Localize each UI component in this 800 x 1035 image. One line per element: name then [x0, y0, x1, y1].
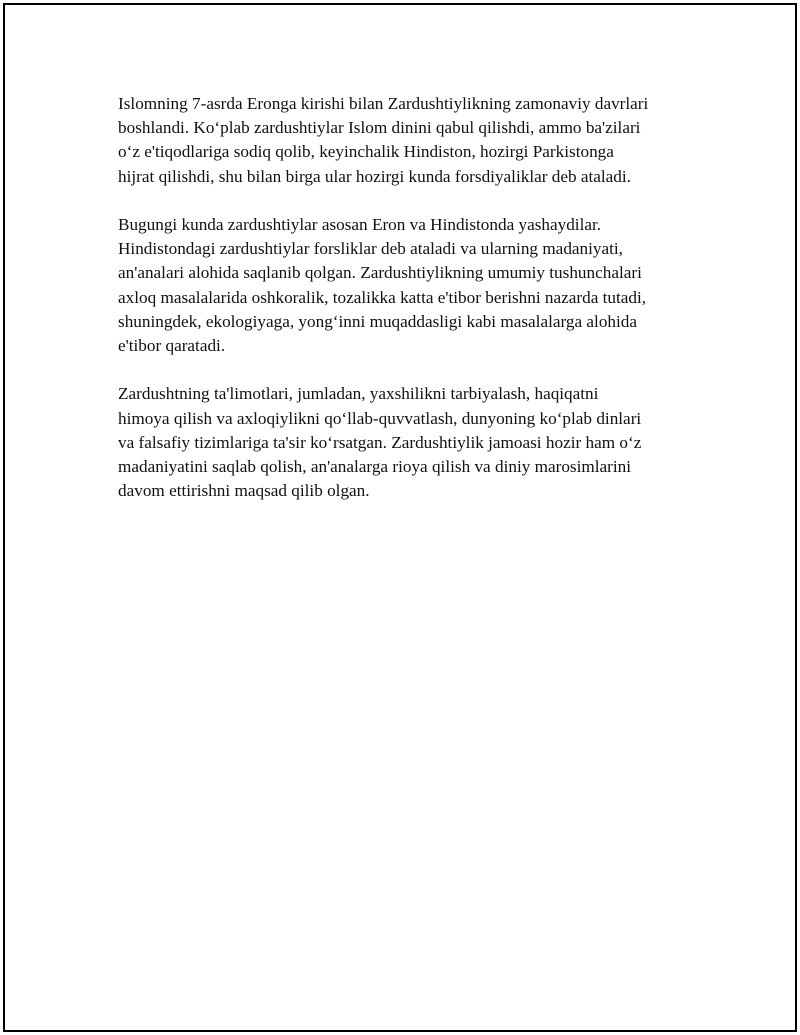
text-line: boshlandi. Ko‘plab zardushtiylar Islom dinini qabul qilishdi, ammo ba'zilari: [118, 118, 641, 138]
text-line: Zardushtning ta'limotlari, jumladan, yaxshilikni tarbiyalash, haqiqatni: [118, 384, 599, 404]
paragraph-1: [118, 92, 708, 189]
text-line: davom ettirishni maqsad qilib olgan.: [118, 481, 370, 501]
text-line: madaniyatini saqlab qolish, an'analarga rioya qilish va diniy marosimlarini: [118, 457, 632, 477]
paragraph-2: [118, 213, 708, 358]
text-line: axloq masalalarida oshkoralik, tozalikka katta e'tibor berishni nazarda tutadi,: [118, 287, 647, 307]
text-line: e'tibor qaratadi.: [118, 336, 226, 356]
text-line: shuningdek, ekologiyaga, yong‘inni muqaddasligi kabi masalalarga alohida: [118, 311, 638, 331]
text-line: Bugungi kunda zardushtiylar asosan Eron va Hindistonda yashaydilar.: [118, 215, 602, 234]
text-line: o‘z e'tiqodlariga sodiq qolib, keyinchalik Hindiston, hozirgi Parkistonga: [118, 142, 614, 162]
text-line: an'analari alohida saqlanib qolgan. Zardushtiylikning umumiy tushunchalari: [118, 263, 642, 283]
text-line: va falsafiy tizimlariga ta'sir ko‘rsatgan. Zardushtiylik jamoasi hozir ham o‘z: [118, 432, 642, 452]
text-line: hijrat qilishdi, shu bilan birga ular hozirgi kunda forsdiyaliklar deb ataladi.: [118, 166, 631, 186]
text-line: Hindistondagi zardushtiylar forsliklar deb ataladi va ularning madaniyati,: [118, 239, 623, 259]
document-body: [118, 92, 708, 528]
text-line: Islomning 7-asrda Eronga kirishi bilan Zardushtiylikning zamonaviy davrlari: [118, 94, 649, 113]
paragraph-3: [118, 382, 708, 503]
text-line: himoya qilish va axloqiylikni qo‘llab-quvvatlash, dunyoning ko‘plab dinlari: [118, 408, 642, 428]
